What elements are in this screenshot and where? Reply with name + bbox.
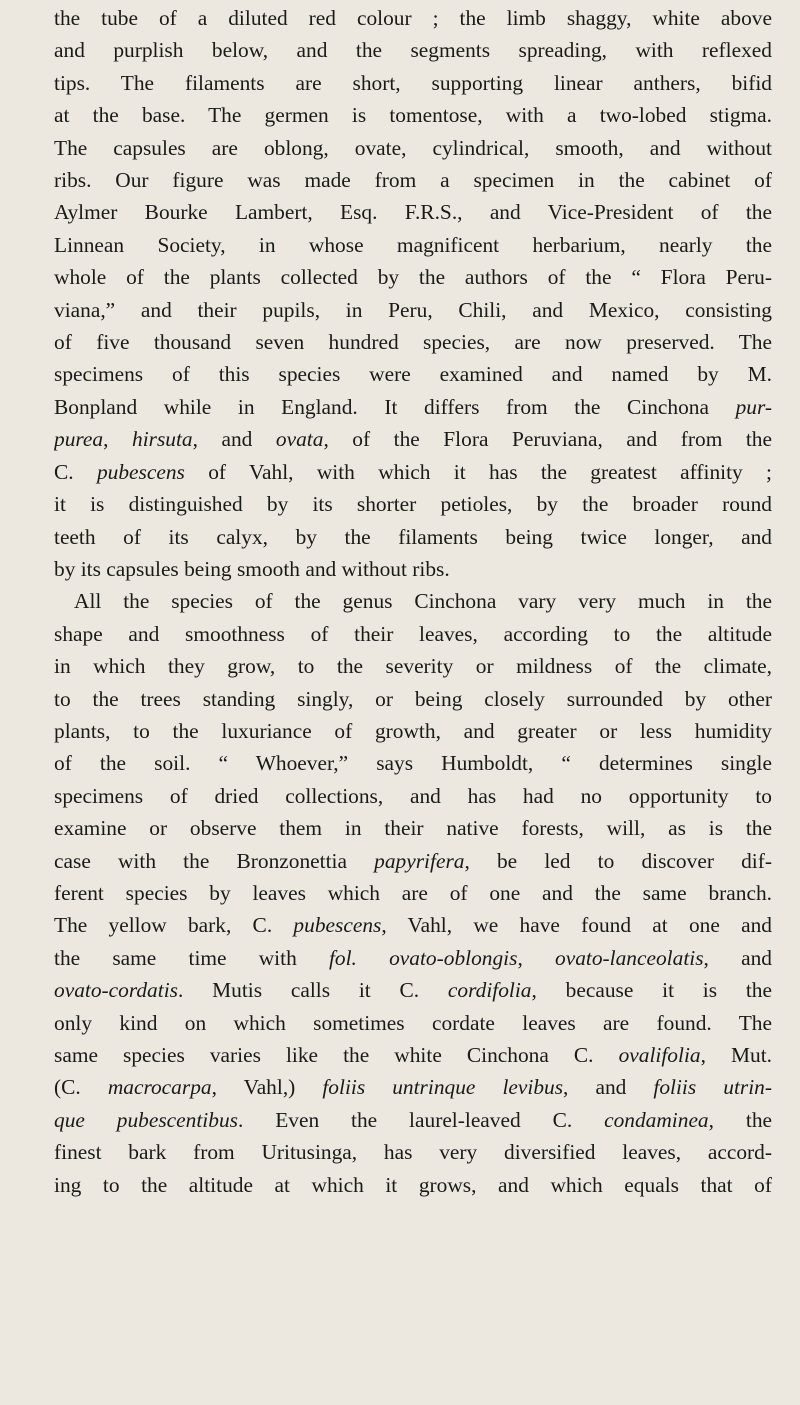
text-line: All the species of the genus Cinchona vary very much in the — [74, 589, 772, 614]
text-line: by its capsules being smooth and without ribs. — [54, 556, 450, 581]
text-line: ovato-cordatis. Mutis calls it C. cordifolia, because it is the — [54, 978, 772, 1003]
text-line: same species varies like the white Cinchona C. ovalifolia, Mut. — [54, 1043, 772, 1067]
text-line: ing to the altitude at which it grows, and which equals that of — [54, 1172, 772, 1197]
text-line: Aylmer Bourke Lambert, Esq. F.R.S., and Vice-President of the — [54, 200, 772, 225]
text-line: ribs. Our figure was made from a specimen in the cabinet of — [54, 168, 772, 193]
text-line: The yellow bark, C. pubescens, Vahl, we have found at one and — [54, 913, 772, 938]
text-line: case with the Bronzonettia papyrifera, be led to discover dif- — [54, 848, 772, 873]
text-line: viana,” and their pupils, in Peru, Chili, and Mexico, consisting — [54, 297, 772, 322]
text-line: (C. macrocarpa, Vahl,) foliis untrinque levibus, and foliis utrin- — [54, 1075, 772, 1100]
text-line: examine or observe them in their native forests, will, as is the — [54, 816, 772, 841]
text-line: Linnean Society, in whose magnificent herbarium, nearly the — [54, 232, 772, 257]
text-line: finest bark from Uritusinga, has very diversified leaves, accord- — [54, 1140, 772, 1165]
text-line: at the base. The germen is tomentose, with a two-lobed stigma. — [54, 103, 772, 128]
text-line: shape and smoothness of their leaves, according to the altitude — [54, 621, 772, 646]
paragraph-cinchona-description — [54, 2, 772, 585]
text-line: que pubescentibus. Even the laurel-leaved C. condaminea, the — [54, 1107, 772, 1132]
text-line: in which they grow, to the severity or mildness of the climate, — [54, 654, 772, 679]
text-line: The capsules are oblong, ovate, cylindrical, smooth, and without — [54, 135, 772, 160]
text-line: teeth of its calyx, by the filaments being twice longer, and — [54, 524, 772, 549]
text-line: the tube of a diluted red colour ; the limb shaggy, white above — [54, 6, 772, 30]
text-line: of five thousand seven hundred species, are now preserved. The — [54, 330, 772, 355]
text-line: purea, hirsuta, and ovata, of the Flora Peruviana, and from the — [54, 427, 772, 452]
text-line: the same time with fol. ovato-oblongis, ovato-lanceolatis, and — [54, 945, 772, 970]
text-line: specimens of this species were examined and named by M. — [54, 362, 772, 387]
paragraph-species-variation — [54, 585, 772, 1201]
text-line: only kind on which sometimes cordate leaves are found. The — [54, 1010, 772, 1035]
text-line: whole of the plants collected by the authors of the “ Flora Peru- — [54, 265, 772, 290]
text-line: Bonpland while in England. It differs from the Cinchona pur- — [54, 394, 772, 419]
text-line: it is distinguished by its shorter petioles, by the broader round — [54, 492, 772, 517]
text-line: ferent species by leaves which are of one and the same branch. — [54, 880, 772, 905]
text-line: tips. The filaments are short, supporting linear anthers, bifid — [54, 70, 772, 95]
text-line: plants, to the luxuriance of growth, and greater or less humidity — [54, 718, 772, 743]
text-line: C. pubescens of Vahl, with which it has the greatest affinity ; — [54, 459, 772, 484]
text-line: and purplish below, and the segments spreading, with reflexed — [54, 38, 772, 63]
text-line: specimens of dried collections, and has had no opportunity to — [54, 783, 772, 808]
text-line: to the trees standing singly, or being closely surrounded by other — [54, 686, 772, 711]
text-line: of the soil. “ Whoever,” says Humboldt, “ determines single — [54, 751, 772, 776]
